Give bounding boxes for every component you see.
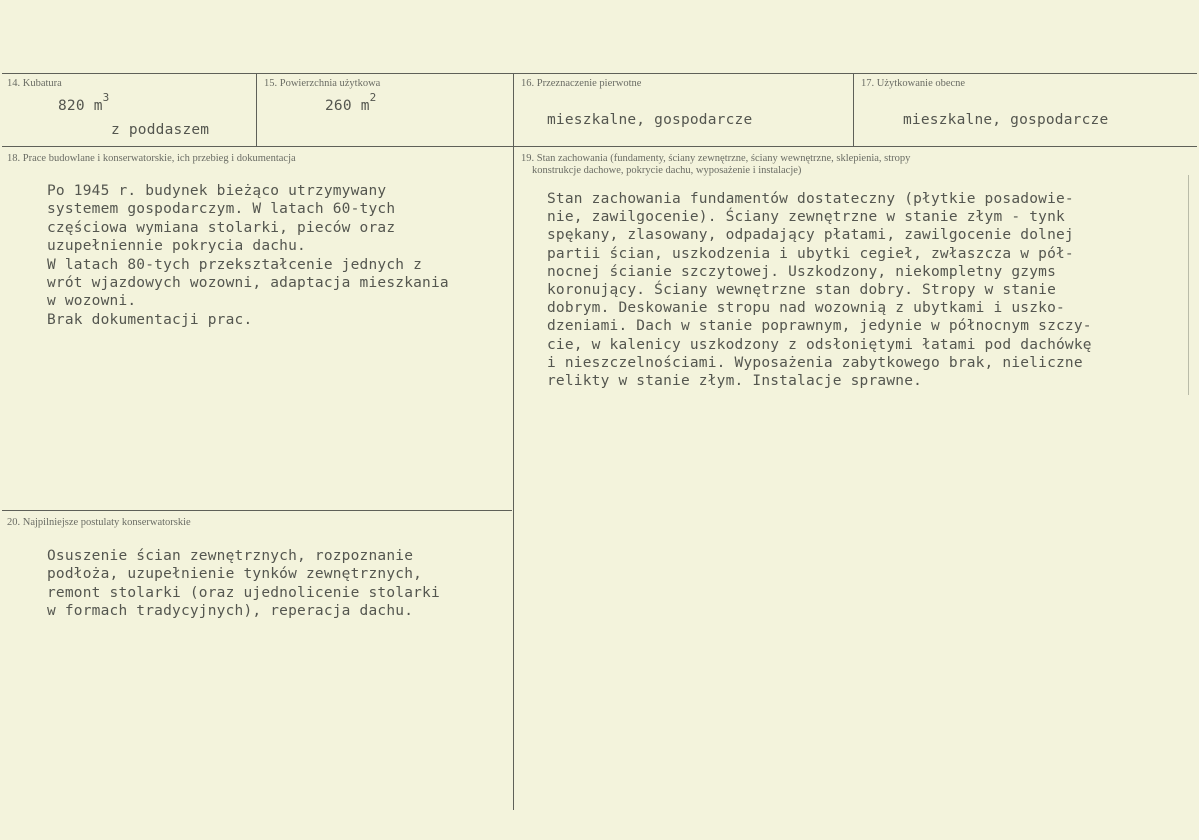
field-14-note: z poddaszem <box>111 122 210 138</box>
field-18-label: 18. Prace budowlane i konserwatorskie, ich przebieg i dokumentacja <box>7 153 296 164</box>
column-divider-1 <box>256 73 257 146</box>
field-14-label: 14. Kubatura <box>7 78 62 89</box>
field-19-label-line-2: konstrukcje dachowe, pokrycie dachu, wyposażenie i instalacje) <box>532 164 802 176</box>
field-15-label: 15. Powierzchnia użytkowa <box>264 78 381 89</box>
field-17-value: mieszkalne, gospodarcze <box>903 112 1109 128</box>
field-14-amount: 820 m <box>58 98 103 114</box>
field-14-value <box>58 91 110 116</box>
row-divider <box>2 146 1197 147</box>
field-15-unit-exponent: 2 <box>369 91 377 104</box>
field-19-label-line-1: 19. Stan zachowania (fundamenty, ściany zewnętrzne, ściany wewnętrzne, sklepienia, stropy <box>521 153 911 164</box>
column-divider-3 <box>853 73 854 146</box>
field-18-text: Po 1945 r. budynek bieżąco utrzymywany systemem gospodarczym. W latach 60-tych częściowa wymiana stolarki, pieców oraz uzupełniennie pokrycia dachu. W latach 80-tych przekształcenie jednych z wrót wjazdowych wozowni, adaptacja mieszkania w wozowni. Brak dokumentacji prac. <box>47 183 449 328</box>
field-20-label: 20. Najpilniejsze postulaty konserwatorskie <box>7 517 191 528</box>
field-15-amount: 260 m <box>325 98 370 114</box>
column-divider-2 <box>513 73 514 810</box>
field-19-label <box>521 153 1101 176</box>
top-rule <box>2 73 1197 74</box>
field-15-value <box>325 91 377 116</box>
field-17-label: 17. Użytkowanie obecne <box>861 78 966 89</box>
field-19-text: Stan zachowania fundamentów dostateczny (płytkie posadowie- nie, zawilgocenie). Ściany zewnętrzne w stanie złym - tynk spękany, zlasowany, odpadający płatami, zawilgocenie dolnej partii ścian, uszkodzenia i ubytki cegieł, zwłaszcza w pół- nocnej ścianie szczytowej. Uszkodzony, niekompletny gzyms koronujący. Ściany wewnętrzne stan dobry. Stropy w stanie dobrym. Deskowanie stropu nad wozownią z ubytkami i uszko- dzeniami. Dach w stanie poprawnym, jedynie w północnym szczy- cie, w kalenicy uszkodzony z odsłoniętymi łatami pod dachówkę i nieszczelnościami. Wyposażenia zabytkowego brak, nieliczne relikty w stanie złym. Instalacje sprawne. <box>547 191 1092 390</box>
field-16-value: mieszkalne, gospodarcze <box>547 112 753 128</box>
field-14-unit-exponent: 3 <box>102 91 110 104</box>
field-20-text: Osuszenie ścian zewnętrznych, rozpoznanie podłoża, uzupełnienie tynków zewnętrznych, remont stolarki (oraz ujednolicenie stolarki w formach tradycyjnych), reperacja dachu. <box>47 548 440 620</box>
right-edge-mark <box>1188 175 1189 395</box>
section-divider <box>2 510 512 511</box>
field-16-label: 16. Przeznaczenie pierwotne <box>521 78 642 89</box>
